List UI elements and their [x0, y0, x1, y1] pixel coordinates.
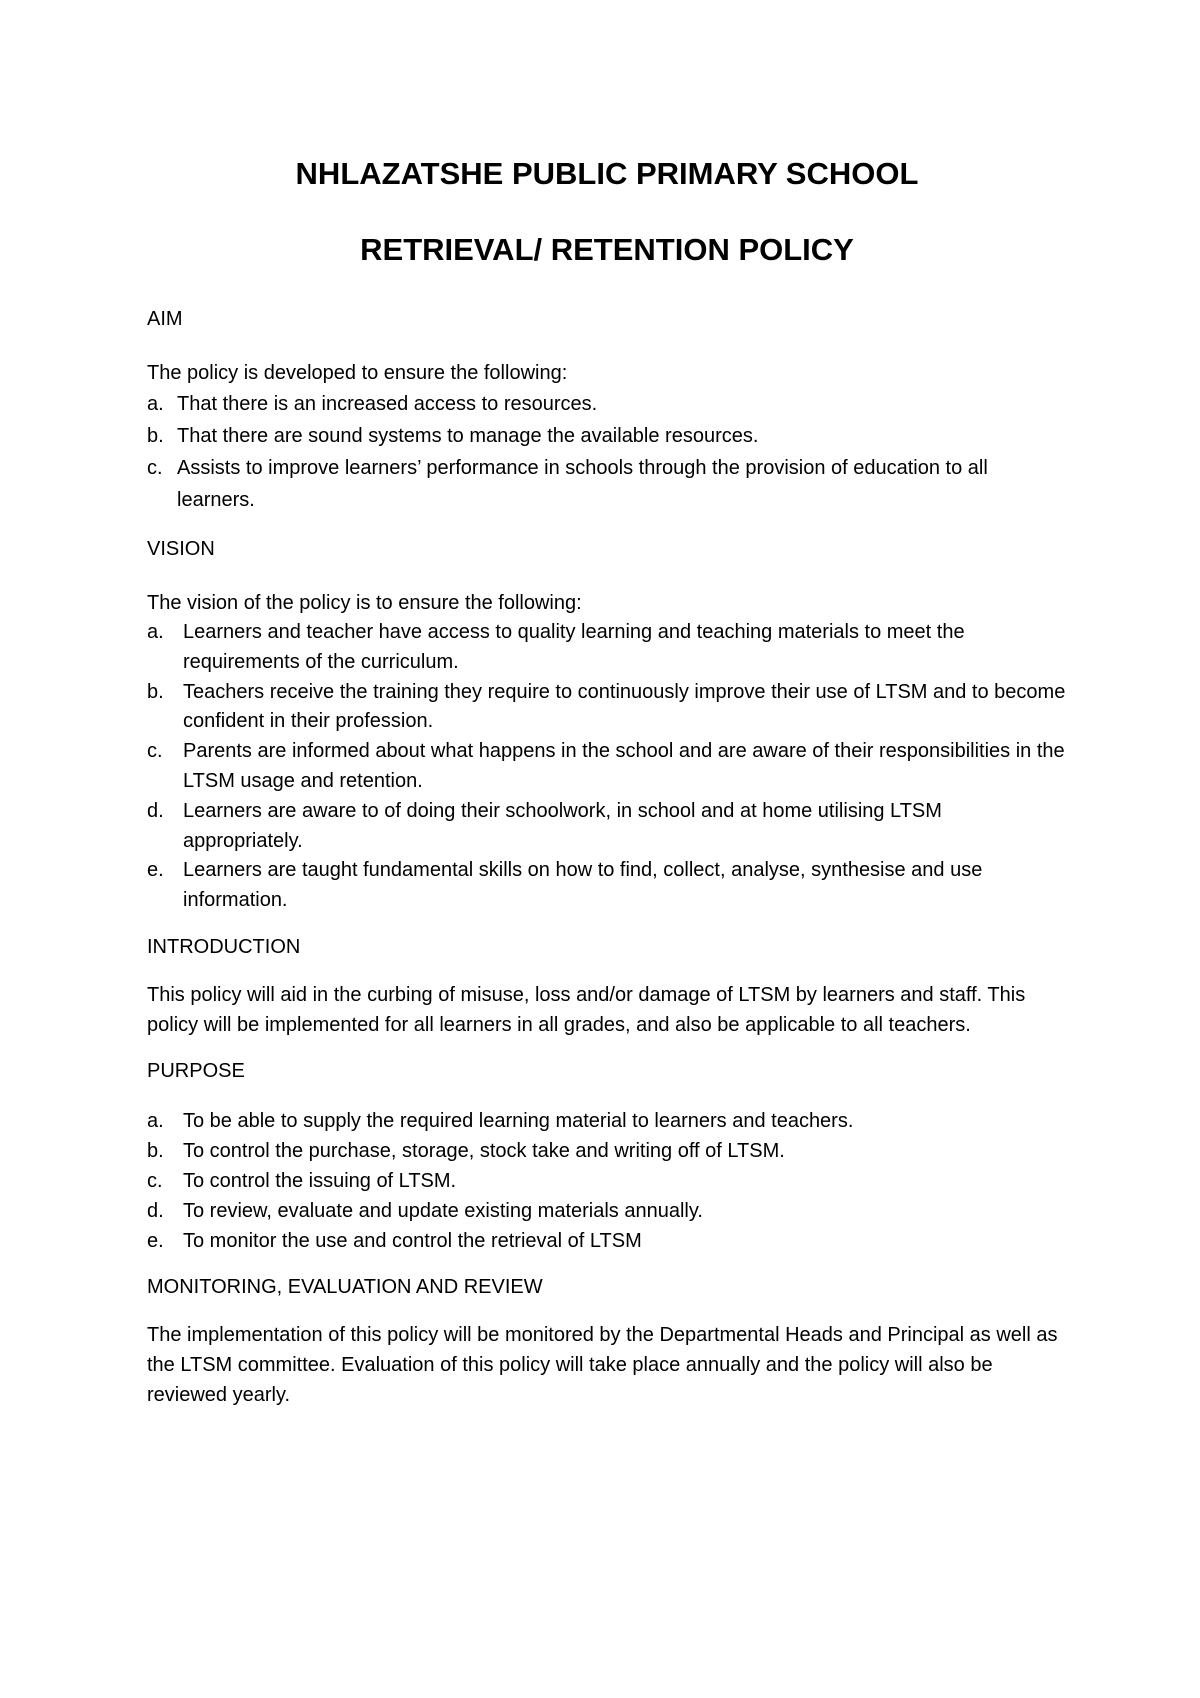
list-item	[147, 1106, 1067, 1136]
monitoring-heading: MONITORING, EVALUATION AND REVIEW	[147, 1275, 543, 1298]
list-item	[147, 1196, 1067, 1226]
aim-heading: AIM	[147, 308, 183, 330]
list-marker: c.	[147, 457, 163, 479]
list-item-text: Learners are aware to of doing their schoolwork, in school and at home utilising LTSM appropriately.	[183, 799, 942, 852]
purpose-heading: PURPOSE	[147, 1059, 245, 1082]
vision-list	[147, 618, 1067, 916]
vision-heading: VISION	[147, 538, 215, 560]
document-content	[147, 150, 1067, 1410]
list-item-text: To be able to supply the required learning material to learners and teachers.	[183, 1109, 854, 1132]
list-marker: d.	[147, 799, 164, 822]
list-item	[147, 452, 1067, 516]
list-item	[147, 420, 1067, 452]
list-item-text: Teachers receive the training they require to continuously improve their use of LTSM and to become confident in their profession.	[183, 680, 1066, 733]
list-item-text: To review, evaluate and update existing materials annually.	[183, 1199, 703, 1222]
list-item-text: To control the purchase, storage, stock take and writing off of LTSM.	[183, 1139, 785, 1162]
aim-list	[147, 388, 1067, 516]
list-marker: d.	[147, 1199, 164, 1222]
list-marker: b.	[147, 425, 164, 447]
list-item	[147, 678, 1067, 738]
list-marker: a.	[147, 1109, 164, 1132]
policy-title: RETRIEVAL/ RETENTION POLICY	[360, 232, 854, 267]
monitoring-text: The implementation of this policy will be monitored by the Departmental Heads and Principal as well as the LTSM committee. Evaluation of this policy will take place annually and the policy will also be reviewed yearly.	[147, 1323, 1058, 1406]
list-item	[147, 1136, 1067, 1166]
list-marker: a.	[147, 393, 164, 415]
vision-intro: The vision of the policy is to ensure the following:	[147, 592, 582, 614]
school-name: NHLAZATSHE PUBLIC PRIMARY SCHOOL	[295, 156, 919, 191]
introduction-heading: INTRODUCTION	[147, 935, 301, 958]
list-marker: a.	[147, 621, 164, 643]
purpose-list	[147, 1106, 1067, 1256]
list-marker: c.	[147, 740, 163, 763]
list-item-text: Assists to improve learners’ performance in schools through the provision of education to all learners.	[177, 457, 988, 511]
list-item-text: To control the issuing of LTSM.	[183, 1169, 457, 1192]
list-item-text: That there are sound systems to manage the available resources.	[177, 425, 759, 447]
list-item-text: That there is an increased access to resources.	[177, 393, 598, 415]
list-marker: e.	[147, 1229, 164, 1252]
list-item	[147, 797, 1067, 857]
introduction-text: This policy will aid in the curbing of misuse, loss and/or damage of LTSM by learners and staff. This policy will be implemented for all learners in all grades, and also be applicable to all teachers.	[147, 983, 1026, 1036]
list-item-text: Parents are informed about what happens in the school and are aware of their responsibilities in the LTSM usage and retention.	[183, 740, 1065, 792]
aim-intro: The policy is developed to ensure the following:	[147, 362, 568, 384]
list-item	[147, 1226, 1067, 1256]
list-item	[147, 856, 1067, 916]
list-marker: b.	[147, 680, 164, 703]
list-marker: e.	[147, 859, 164, 882]
list-marker: b.	[147, 1139, 164, 1162]
list-item	[147, 388, 1067, 420]
list-item	[147, 618, 1067, 678]
list-item	[147, 737, 1067, 797]
list-item-text: To monitor the use and control the retrieval of LTSM	[183, 1229, 642, 1252]
list-item	[147, 1166, 1067, 1196]
list-item-text: Learners and teacher have access to quality learning and teaching materials to meet the requirements of the curriculum.	[183, 621, 965, 673]
list-marker: c.	[147, 1169, 163, 1192]
list-item-text: Learners are taught fundamental skills on how to find, collect, analyse, synthesise and use information.	[183, 859, 983, 912]
